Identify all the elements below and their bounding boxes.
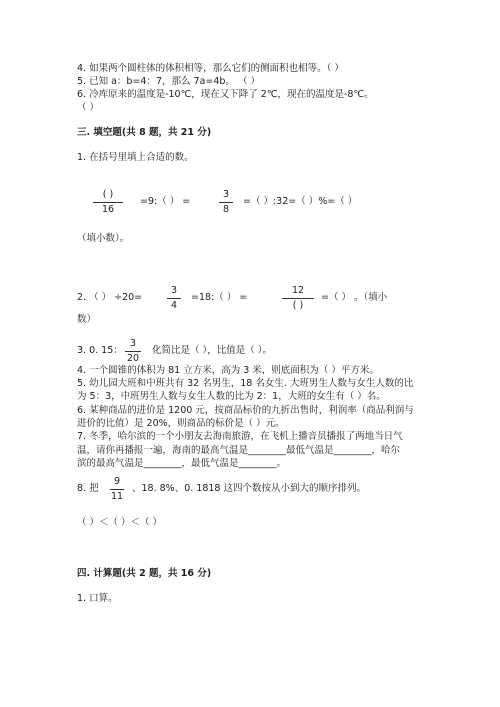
fill-q3-rest: 化简比是（ ），比值是（ ）。 [152, 345, 273, 356]
fraction-denominator: 11 [110, 491, 124, 502]
fill-q1-intro: 1. 在括号里填上合适的数。 [77, 152, 194, 163]
fraction-bar [93, 202, 123, 203]
fill-q4: 4. 一个圆锥的体积为 81 立方米，高为 3 米，则底面积为（ ）平方米。 [77, 365, 379, 376]
fill-q8-order: （ ）＜（ ）＜（ ） [77, 517, 163, 528]
judge-q6-answer: （ ） [77, 102, 100, 113]
fill-q5-line-1: 5. 幼儿园大班和中班共有 32 名男生，18 名女生. 大班男生人数与女生人数的比 [77, 378, 414, 389]
fraction-numerator: 12 [291, 285, 305, 296]
fill-q2-continuation: 数） [77, 314, 97, 325]
fill-q7-line-1: 7. 冬季，哈尔滨的一个小朋友去海南旅游，在飞机上播音员播报了两地当日气 [77, 431, 403, 442]
fill-q1-fraction-2 [219, 189, 233, 216]
fill-q8-start: 8. 把 [77, 483, 99, 494]
fraction-numerator: 3 [170, 285, 178, 296]
judge-q5: 5. 已知 a：b=4：7，那么 7a=4b。 （ ） [77, 76, 260, 87]
fill-q8-rest: 、18. 8%、0. 1818 这四个数按从小到大的顺序排列。 [132, 483, 366, 494]
fill-q1-note: （填小数）。 [77, 233, 130, 244]
fill-q1-segment-2: =（ ）:32=（ ）%=（ ） [243, 196, 358, 207]
fill-q7-line-3: 滨的最高气温是________，最低气温是________。 [77, 458, 287, 469]
calc-q1: 1. 口算。 [77, 593, 118, 604]
fraction-denominator: ( ) [292, 300, 304, 311]
fraction-bar [167, 298, 181, 299]
fraction-numerator: ( ) [102, 189, 114, 200]
section4-title: 四. 计算题(共 2 题，共 16 分) [77, 568, 212, 579]
fill-q7-line-2: 温，请你再播报一遍，海南的最高气温是________最低气温是________，哈尔 [77, 445, 401, 456]
fraction-bar [125, 351, 141, 352]
fill-q2-segment-1: =18:（ ） = [191, 292, 248, 303]
fill-q2-segment-2: =（ ） 。（填小 [321, 292, 388, 303]
fraction-denominator: 20 [126, 353, 140, 364]
fraction-denominator: 8 [222, 204, 230, 215]
fill-q3-fraction [125, 338, 141, 365]
fill-q8-fraction [110, 476, 124, 503]
fraction-bar [219, 202, 233, 203]
fraction-bar [110, 489, 124, 490]
judge-q4: 4. 如果两个圆柱体的体积相等，那么它们的侧面积也相等。（ ） [77, 63, 344, 74]
section3-title: 三. 填空题(共 8 题，共 21 分) [77, 127, 212, 138]
fill-q1-segment-1: =9:（ ） = [140, 196, 191, 207]
fill-q2-fraction-1 [167, 285, 181, 312]
fill-q6-line-1: 6. 某种商品的进价是 1200 元，按商品标价的九折出售时，利润率（商品利润与 [77, 405, 414, 416]
fraction-bar [282, 298, 314, 299]
fill-q2-fraction-2 [282, 285, 314, 312]
judge-q6: 6. 冷库原来的温度是-10℃，现在又下降了 2℃，现在的温度是-8℃。 [77, 89, 374, 100]
fraction-numerator: 3 [129, 338, 137, 349]
fraction-denominator: 16 [101, 204, 115, 215]
fraction-numerator: 3 [222, 189, 230, 200]
fill-q6-line-2: 进价的比值）是 20%，则商品的标价是（ ）元。 [77, 418, 285, 429]
fill-q3-start: 3. 0. 15： [77, 345, 123, 356]
fill-q1-fraction-1 [93, 189, 123, 216]
fraction-numerator: 9 [113, 476, 121, 487]
fraction-denominator: 4 [170, 300, 178, 311]
fill-q5-line-2: 为 5：3，中班男生人数与女生人数的比为 2：1，大班的女生有（ ）名。 [77, 391, 386, 402]
fill-q2-start: 2. （ ） ÷20= [77, 292, 143, 303]
